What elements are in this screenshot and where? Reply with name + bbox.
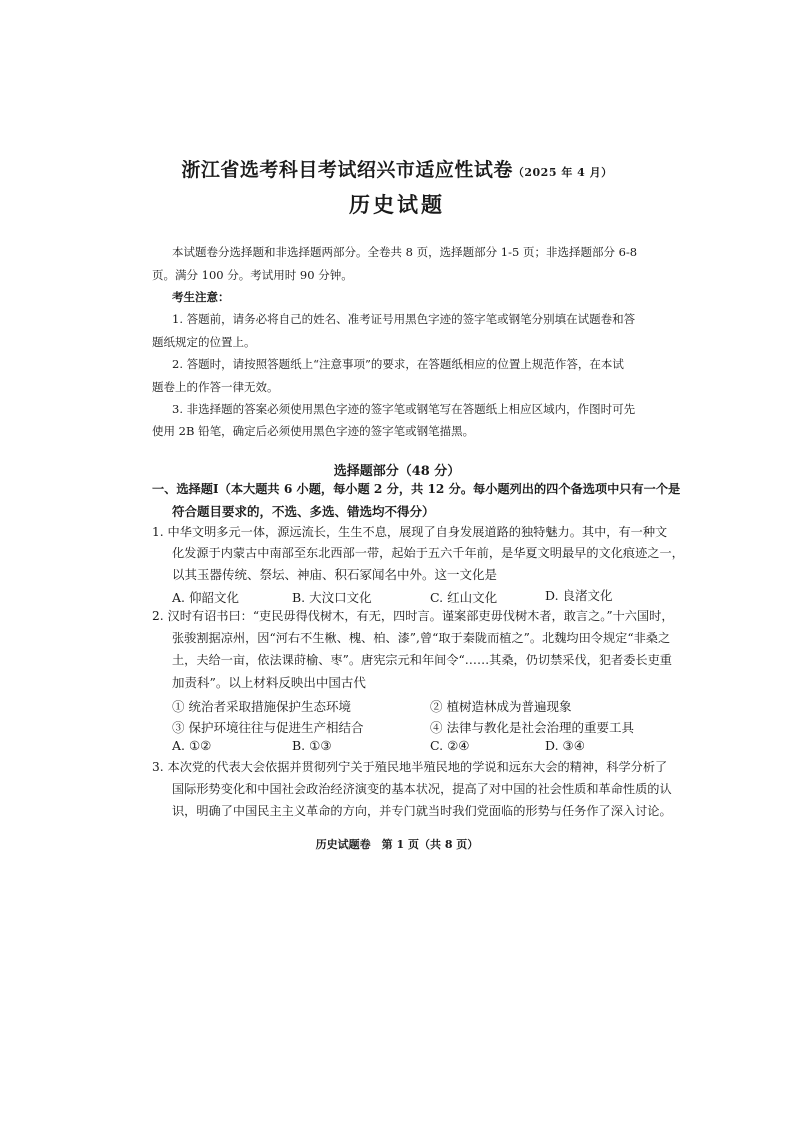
- q2-statement-4: ④ 法律与教化是社会治理的重要工具: [430, 720, 634, 735]
- q2-statement-2: ② 植树造林成为普遍现象: [430, 699, 572, 714]
- q2-option-b: B. ①③: [292, 738, 332, 753]
- q2-stem-line-3: 土，夫给一亩，依法课莳榆、枣”。唐宪宗元和年间令“……其桑，仍切禁采伐，犯者委长吏重: [172, 653, 672, 667]
- q2-option-c: C. ②④: [430, 738, 470, 753]
- exam-title-main: 浙江省选考科目考试绍兴市适应性试卷: [181, 159, 513, 181]
- intro-line-1: 本试题卷分选择题和非选择题两部分。全卷共 8 页，选择题部分 1-5 页；非选择题部分 6-8: [172, 245, 638, 259]
- notice-2-line-1: 2. 答题时，请按照答题纸上“注意事项”的要求，在答题纸相应的位置上规范作答，在本试: [172, 357, 624, 371]
- section-heading: 选择题部分（48 分）: [333, 464, 461, 479]
- q2-option-a: A. ①②: [172, 738, 212, 753]
- q2-statement-1: ① 统治者采取措施保护生态环境: [172, 699, 351, 714]
- q2-stem-line-4: 加责科”。以上材料反映出中国古代: [172, 675, 366, 690]
- q1-option-c: C. 红山文化: [430, 590, 498, 605]
- q2-stem-line-2: 张骏割据凉州，因“河右不生楸、槐、柏、漆”,曾“取于秦陇而植之”。北魏均田令规定“非桑之: [172, 631, 671, 645]
- notice-heading: 考生注意：: [172, 290, 230, 304]
- q2-stem-line-1: 2. 汉时有诏书曰：“吏民毋得伐树木，有无，四时言。谨案部吏毋伐树木者，敢言之。”十六国时，: [152, 609, 674, 623]
- page-footer: 历史试题卷 第 1 页（共 8 页）: [315, 838, 479, 851]
- notice-1-line-2: 题纸规定的位置上。: [152, 335, 256, 349]
- q3-stem-line-3: 识，明确了中国民主主义革命的方向，并专门就当时我们党面临的形势与任务作了深入讨论。: [172, 804, 672, 818]
- q1-stem-line-2: 化发源于内蒙古中南部至东北西部一带，起始于五六千年前，是华夏文明最早的文化痕迹之一，: [172, 546, 684, 560]
- notice-3-line-2: 使用 2B 铅笔，确定后必须使用黑色字迹的签字笔或钢笔描黑。: [152, 424, 475, 438]
- q1-option-b: B. 大汶口文化: [292, 590, 372, 605]
- q3-stem-line-2: 国际形势变化和中国社会政治经济演变的基本状况，提高了对中国的社会性质和革命性质的认: [172, 782, 672, 796]
- q1-stem-line-1: 1. 中华文明多元一体，源远流长，生生不息，展现了自身发展道路的独特魅力。其中，有一种文: [152, 525, 668, 539]
- notice-1-line-1: 1. 答题前，请务必将自己的姓名、准考证号用黑色字迹的签字笔或钢笔分别填在试题卷和答: [172, 312, 636, 326]
- q1-option-d: D. 良渚文化: [545, 588, 613, 603]
- part1-instructions-line-2: 符合题目要求的，不选、多选、错选均不得分）: [172, 504, 435, 519]
- q3-stem-line-1: 3. 本次党的代表大会依据并贯彻列宁关于殖民地半殖民地的学说和远东大会的精神，科学分析了: [152, 760, 668, 774]
- q2-statement-3: ③ 保护环境往往与促进生产相结合: [172, 720, 364, 735]
- exam-title: [0, 155, 794, 182]
- notice-2-line-2: 题卷上的作答一律无效。: [152, 380, 279, 394]
- notice-3-line-1: 3. 非选择题的答案必须使用黑色字迹的签字笔或钢笔写在答题纸上相应区域内，作图时可先: [172, 402, 636, 416]
- subject-title: 历史试题: [349, 192, 445, 217]
- exam-date-note: （2025 年 4 月）: [512, 166, 613, 179]
- q1-stem-line-3: 以其玉器传统、祭坛、神庙、积石冢闻名中外。这一文化是: [172, 567, 498, 582]
- intro-line-2: 页。满分 100 分。考试用时 90 分钟。: [152, 268, 353, 282]
- part1-instructions-line-1: 一、选择题Ⅰ（本大题共 6 小题，每小题 2 分，共 12 分。每小题列出的四个备选项中只有一个是: [152, 482, 681, 496]
- q2-option-d: D. ③④: [545, 738, 585, 753]
- q1-option-a: A. 仰韶文化: [172, 590, 239, 605]
